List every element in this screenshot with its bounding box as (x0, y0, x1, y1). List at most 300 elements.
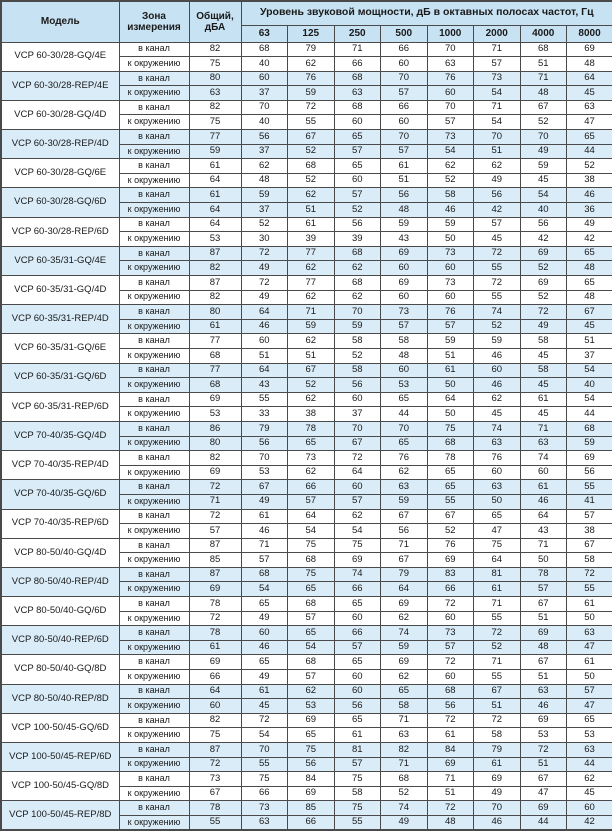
total-db-cell: 69 (189, 392, 241, 407)
level-cell: 55 (474, 670, 521, 685)
level-cell: 72 (288, 100, 335, 115)
level-cell: 60 (474, 363, 521, 378)
level-cell: 38 (567, 524, 612, 539)
level-cell: 60 (241, 334, 288, 349)
model-cell: VCP 60-35/31-GQ/6E (1, 334, 119, 363)
level-cell: 69 (474, 772, 521, 787)
total-db-cell: 87 (189, 567, 241, 582)
level-cell: 60 (427, 86, 474, 101)
level-cell: 45 (520, 173, 567, 188)
level-cell: 62 (474, 159, 521, 174)
level-cell: 57 (334, 144, 381, 159)
table-row (1, 217, 612, 232)
level-cell: 51 (474, 699, 521, 714)
level-cell: 68 (520, 42, 567, 57)
level-cell: 60 (381, 115, 428, 130)
level-cell: 56 (474, 188, 521, 203)
level-cell: 56 (427, 699, 474, 714)
level-cell: 62 (381, 670, 428, 685)
zone-cell: к окружению (119, 261, 189, 276)
table-row (1, 421, 612, 436)
level-cell: 57 (334, 494, 381, 509)
level-cell: 45 (567, 786, 612, 801)
table-row (1, 655, 612, 670)
table-row (1, 100, 612, 115)
level-cell: 62 (288, 290, 335, 305)
total-db-cell: 87 (189, 538, 241, 553)
level-cell: 61 (241, 509, 288, 524)
level-cell: 70 (474, 801, 521, 816)
level-cell: 60 (427, 290, 474, 305)
level-cell: 49 (241, 261, 288, 276)
table-row (1, 392, 612, 407)
level-cell: 75 (288, 538, 335, 553)
level-cell: 59 (381, 217, 428, 232)
level-cell: 58 (427, 188, 474, 203)
model-cell: VCP 60-35/31-REP/6D (1, 392, 119, 421)
level-cell: 65 (288, 436, 335, 451)
zone-cell: в канал (119, 334, 189, 349)
level-cell: 49 (520, 319, 567, 334)
total-db-cell: 82 (189, 100, 241, 115)
total-db-cell: 77 (189, 363, 241, 378)
level-cell: 73 (241, 801, 288, 816)
level-cell: 49 (241, 611, 288, 626)
level-cell: 56 (334, 699, 381, 714)
level-cell: 74 (520, 451, 567, 466)
total-db-cell: 64 (189, 684, 241, 699)
level-cell: 63 (427, 57, 474, 72)
level-cell: 66 (334, 57, 381, 72)
level-cell: 70 (427, 100, 474, 115)
level-cell: 54 (427, 144, 474, 159)
level-cell: 62 (334, 290, 381, 305)
level-cell: 79 (474, 743, 521, 758)
level-cell: 69 (381, 246, 428, 261)
table-row (1, 188, 612, 203)
level-cell: 81 (474, 567, 521, 582)
total-db-cell: 63 (189, 86, 241, 101)
level-cell: 46 (520, 699, 567, 714)
level-cell: 62 (288, 57, 335, 72)
level-cell: 70 (334, 421, 381, 436)
model-cell: VCP 100-50/45-GQ/8D (1, 772, 119, 801)
level-cell: 61 (288, 217, 335, 232)
level-cell: 54 (520, 188, 567, 203)
level-cell: 58 (474, 728, 521, 743)
level-cell: 56 (334, 378, 381, 393)
model-cell: VCP 60-30/28-GQ/6D (1, 188, 119, 217)
level-cell: 47 (567, 115, 612, 130)
total-db-cell: 61 (189, 640, 241, 655)
level-cell: 56 (520, 217, 567, 232)
level-cell: 72 (427, 801, 474, 816)
level-cell: 52 (520, 115, 567, 130)
total-db-cell: 82 (189, 261, 241, 276)
level-cell: 66 (288, 480, 335, 495)
level-cell: 53 (520, 728, 567, 743)
level-cell: 54 (288, 524, 335, 539)
level-cell: 69 (381, 655, 428, 670)
level-cell: 62 (241, 159, 288, 174)
total-db-cell: 71 (189, 494, 241, 509)
zone-cell: в канал (119, 538, 189, 553)
level-cell: 44 (567, 757, 612, 772)
level-cell: 52 (427, 173, 474, 188)
level-cell: 76 (474, 451, 521, 466)
model-cell: VCP 60-35/31-GQ/6D (1, 363, 119, 392)
level-cell: 76 (427, 538, 474, 553)
zone-cell: в канал (119, 217, 189, 232)
level-cell: 44 (520, 815, 567, 830)
level-cell: 68 (567, 421, 612, 436)
level-cell: 67 (381, 509, 428, 524)
zone-cell: в канал (119, 597, 189, 612)
level-cell: 66 (381, 100, 428, 115)
level-cell: 55 (474, 611, 521, 626)
level-cell: 72 (474, 713, 521, 728)
level-cell: 60 (334, 173, 381, 188)
total-db-cell: 87 (189, 743, 241, 758)
zone-cell: в канал (119, 363, 189, 378)
level-cell: 37 (241, 144, 288, 159)
total-db-cell: 80 (189, 71, 241, 86)
level-cell: 71 (427, 772, 474, 787)
level-cell: 47 (567, 640, 612, 655)
level-cell: 55 (241, 392, 288, 407)
table-row (1, 772, 612, 787)
level-cell: 42 (474, 203, 521, 218)
level-cell: 72 (334, 451, 381, 466)
model-cell: VCP 60-30/28-REP/4D (1, 130, 119, 159)
level-cell: 65 (334, 130, 381, 145)
level-cell: 71 (520, 71, 567, 86)
table-row (1, 509, 612, 524)
level-cell: 68 (334, 276, 381, 291)
level-cell: 52 (567, 159, 612, 174)
level-cell: 60 (381, 290, 428, 305)
table-row (1, 42, 612, 57)
level-cell: 75 (288, 743, 335, 758)
model-cell: VCP 70-40/35-GQ/4D (1, 421, 119, 450)
total-db-cell: 60 (189, 699, 241, 714)
level-cell: 46 (241, 524, 288, 539)
level-cell: 72 (474, 276, 521, 291)
level-cell: 44 (567, 407, 612, 422)
level-cell: 53 (288, 699, 335, 714)
header-sound-power-level: Уровень звуковой мощности, дБ в октавных полосах частот, Гц (241, 1, 612, 25)
level-cell: 56 (241, 130, 288, 145)
level-cell: 50 (427, 407, 474, 422)
level-cell: 50 (567, 670, 612, 685)
level-cell: 59 (241, 188, 288, 203)
level-cell: 58 (334, 363, 381, 378)
level-cell: 64 (520, 509, 567, 524)
level-cell: 37 (334, 407, 381, 422)
level-cell: 41 (567, 494, 612, 509)
level-cell: 66 (334, 626, 381, 641)
level-cell: 50 (427, 378, 474, 393)
level-cell: 62 (427, 159, 474, 174)
header-freq-125: 125 (288, 25, 335, 42)
header-freq-1000: 1000 (427, 25, 474, 42)
level-cell: 71 (381, 713, 428, 728)
level-cell: 48 (381, 348, 428, 363)
level-cell: 51 (520, 611, 567, 626)
total-db-cell: 59 (189, 144, 241, 159)
level-cell: 64 (288, 509, 335, 524)
table-row (1, 159, 612, 174)
level-cell: 49 (241, 290, 288, 305)
level-cell: 78 (520, 567, 567, 582)
level-cell: 68 (241, 567, 288, 582)
level-cell: 61 (567, 655, 612, 670)
level-cell: 68 (334, 71, 381, 86)
level-cell: 51 (520, 57, 567, 72)
level-cell: 60 (427, 611, 474, 626)
level-cell: 68 (427, 436, 474, 451)
level-cell: 70 (241, 100, 288, 115)
total-db-cell: 78 (189, 801, 241, 816)
level-cell: 61 (474, 582, 521, 597)
level-cell: 77 (288, 276, 335, 291)
level-cell: 70 (427, 42, 474, 57)
level-cell: 65 (567, 713, 612, 728)
zone-cell: к окружению (119, 611, 189, 626)
total-db-cell: 72 (189, 611, 241, 626)
total-db-cell: 64 (189, 217, 241, 232)
level-cell: 57 (381, 319, 428, 334)
level-cell: 47 (474, 524, 521, 539)
level-cell: 62 (381, 611, 428, 626)
level-cell: 45 (567, 319, 612, 334)
level-cell: 48 (520, 640, 567, 655)
level-cell: 58 (381, 699, 428, 714)
level-cell: 75 (288, 567, 335, 582)
level-cell: 68 (334, 246, 381, 261)
level-cell: 51 (427, 786, 474, 801)
level-cell: 60 (334, 611, 381, 626)
level-cell: 63 (334, 86, 381, 101)
level-cell: 62 (288, 334, 335, 349)
zone-cell: в канал (119, 188, 189, 203)
level-cell: 55 (427, 494, 474, 509)
level-cell: 57 (334, 757, 381, 772)
level-cell: 63 (474, 480, 521, 495)
level-cell: 44 (381, 407, 428, 422)
level-cell: 43 (241, 378, 288, 393)
level-cell: 58 (567, 553, 612, 568)
table-row (1, 684, 612, 699)
level-cell: 76 (288, 71, 335, 86)
level-cell: 45 (520, 348, 567, 363)
level-cell: 68 (288, 597, 335, 612)
level-cell: 48 (241, 173, 288, 188)
level-cell: 52 (474, 640, 521, 655)
level-cell: 62 (288, 684, 335, 699)
level-cell: 71 (520, 538, 567, 553)
total-db-cell: 57 (189, 524, 241, 539)
level-cell: 62 (381, 465, 428, 480)
level-cell: 63 (381, 480, 428, 495)
level-cell: 67 (288, 363, 335, 378)
level-cell: 58 (520, 334, 567, 349)
level-cell: 52 (288, 378, 335, 393)
level-cell: 71 (381, 538, 428, 553)
zone-cell: к окружению (119, 173, 189, 188)
level-cell: 59 (381, 494, 428, 509)
table-row (1, 567, 612, 582)
total-db-cell: 61 (189, 159, 241, 174)
level-cell: 53 (241, 465, 288, 480)
level-cell: 67 (520, 597, 567, 612)
level-cell: 37 (241, 86, 288, 101)
level-cell: 63 (567, 626, 612, 641)
level-cell: 69 (288, 713, 335, 728)
level-cell: 55 (241, 757, 288, 772)
level-cell: 66 (288, 815, 335, 830)
level-cell: 54 (288, 640, 335, 655)
level-cell: 65 (241, 655, 288, 670)
level-cell: 74 (381, 626, 428, 641)
level-cell: 50 (474, 494, 521, 509)
level-cell: 33 (241, 407, 288, 422)
total-db-cell: 87 (189, 246, 241, 261)
level-cell: 52 (288, 173, 335, 188)
level-cell: 50 (427, 232, 474, 247)
total-db-cell: 61 (189, 188, 241, 203)
level-cell: 64 (241, 363, 288, 378)
level-cell: 71 (474, 597, 521, 612)
level-cell: 62 (334, 261, 381, 276)
level-cell: 69 (381, 276, 428, 291)
level-cell: 57 (427, 319, 474, 334)
level-cell: 51 (288, 203, 335, 218)
zone-cell: к окружению (119, 465, 189, 480)
total-db-cell: 53 (189, 407, 241, 422)
level-cell: 73 (427, 246, 474, 261)
level-cell: 71 (241, 538, 288, 553)
total-db-cell: 75 (189, 728, 241, 743)
level-cell: 67 (567, 538, 612, 553)
level-cell: 46 (520, 494, 567, 509)
level-cell: 68 (334, 100, 381, 115)
level-cell: 66 (334, 582, 381, 597)
level-cell: 57 (567, 509, 612, 524)
level-cell: 60 (474, 465, 521, 480)
level-cell: 42 (567, 815, 612, 830)
level-cell: 69 (520, 276, 567, 291)
level-cell: 56 (241, 436, 288, 451)
table-body (1, 42, 612, 830)
level-cell: 52 (241, 217, 288, 232)
level-cell: 49 (241, 494, 288, 509)
table-row (1, 713, 612, 728)
level-cell: 66 (427, 582, 474, 597)
header-zone: Зона измерения (119, 1, 189, 42)
level-cell: 45 (520, 378, 567, 393)
total-db-cell: 80 (189, 436, 241, 451)
level-cell: 54 (474, 115, 521, 130)
level-cell: 70 (381, 421, 428, 436)
level-cell: 61 (381, 159, 428, 174)
total-db-cell: 82 (189, 451, 241, 466)
level-cell: 70 (520, 130, 567, 145)
total-db-cell: 82 (189, 713, 241, 728)
level-cell: 54 (567, 363, 612, 378)
level-cell: 58 (334, 334, 381, 349)
level-cell: 72 (427, 713, 474, 728)
level-cell: 75 (334, 538, 381, 553)
level-cell: 72 (241, 713, 288, 728)
level-cell: 63 (567, 743, 612, 758)
level-cell: 51 (241, 348, 288, 363)
level-cell: 69 (427, 553, 474, 568)
level-cell: 59 (334, 319, 381, 334)
level-cell: 73 (288, 451, 335, 466)
model-cell: VCP 80-50/40-REP/6D (1, 626, 119, 655)
model-cell: VCP 80-50/40-GQ/4D (1, 538, 119, 567)
level-cell: 45 (567, 86, 612, 101)
zone-cell: к окружению (119, 436, 189, 451)
zone-cell: к окружению (119, 232, 189, 247)
level-cell: 58 (381, 334, 428, 349)
level-cell: 59 (427, 334, 474, 349)
header-total-dba: Общий, дБА (189, 1, 241, 42)
level-cell: 62 (474, 392, 521, 407)
table-row (1, 276, 612, 291)
zone-cell: в канал (119, 655, 189, 670)
level-cell: 57 (474, 57, 521, 72)
level-cell: 52 (334, 203, 381, 218)
level-cell: 70 (381, 71, 428, 86)
level-cell: 67 (520, 100, 567, 115)
level-cell: 70 (334, 305, 381, 320)
zone-cell: к окружению (119, 786, 189, 801)
table-row (1, 71, 612, 86)
level-cell: 78 (288, 421, 335, 436)
level-cell: 71 (334, 42, 381, 57)
level-cell: 65 (334, 713, 381, 728)
level-cell: 72 (567, 567, 612, 582)
total-db-cell: 69 (189, 465, 241, 480)
level-cell: 52 (334, 348, 381, 363)
level-cell: 47 (567, 699, 612, 714)
level-cell: 64 (334, 465, 381, 480)
level-cell: 65 (427, 480, 474, 495)
zone-cell: к окружению (119, 115, 189, 130)
zone-cell: в канал (119, 684, 189, 699)
model-cell: VCP 60-30/28-GQ/4E (1, 42, 119, 71)
table-row (1, 334, 612, 349)
level-cell: 57 (288, 611, 335, 626)
header-freq-4000: 4000 (520, 25, 567, 42)
model-cell: VCP 100-50/45-GQ/6D (1, 713, 119, 742)
model-cell: VCP 80-50/40-GQ/6D (1, 597, 119, 626)
model-cell: VCP 100-50/45-REP/8D (1, 801, 119, 830)
level-cell: 69 (520, 246, 567, 261)
level-cell: 73 (427, 276, 474, 291)
level-cell: 45 (241, 699, 288, 714)
zone-cell: к окружению (119, 640, 189, 655)
level-cell: 55 (567, 582, 612, 597)
zone-cell: к окружению (119, 57, 189, 72)
total-db-cell: 64 (189, 173, 241, 188)
level-cell: 82 (381, 743, 428, 758)
level-cell: 30 (241, 232, 288, 247)
zone-cell: в канал (119, 480, 189, 495)
total-db-cell: 66 (189, 670, 241, 685)
